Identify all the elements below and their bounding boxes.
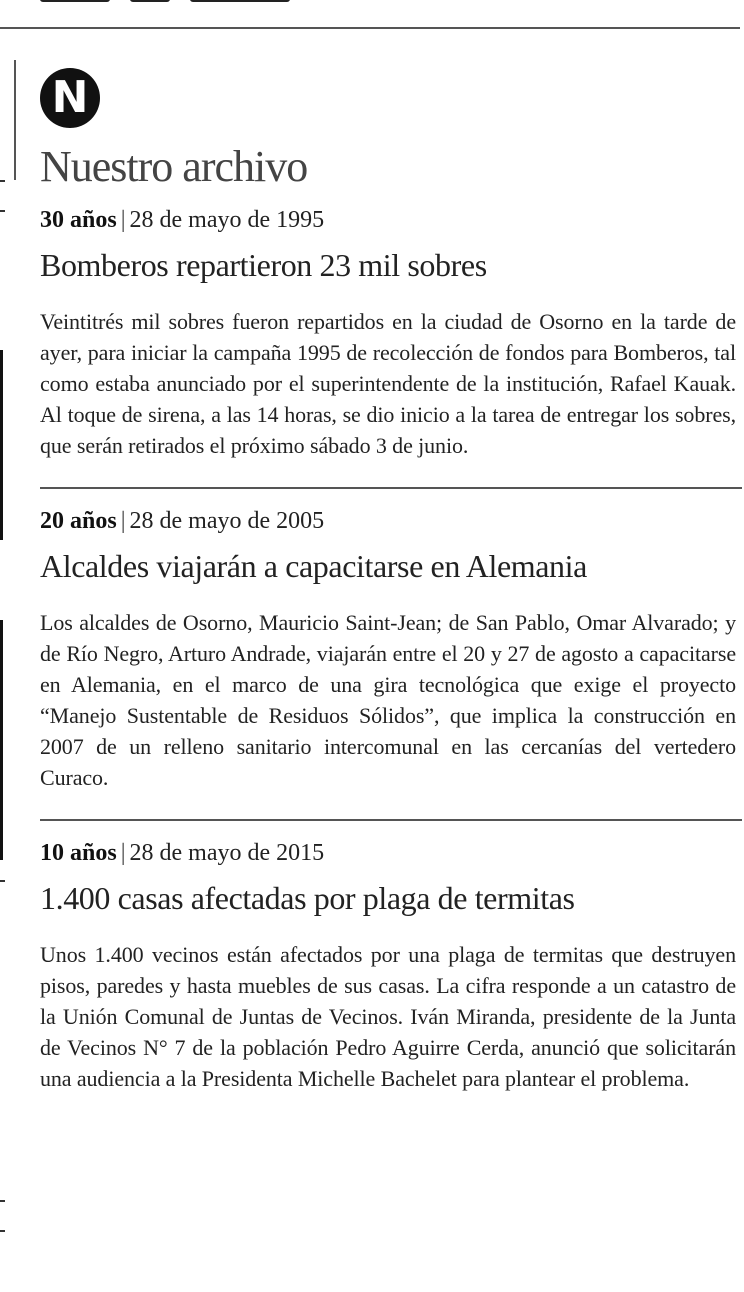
adjacent-column-bar: [0, 620, 3, 860]
item-years: 30 años: [40, 207, 117, 233]
item-headline: 1.400 casas afectadas por plaga de termitas: [40, 880, 575, 916]
column-tick: [0, 180, 5, 182]
item-date: 28 de mayo de 1995: [129, 207, 325, 233]
archive-section: [40, 68, 736, 1094]
item-years: 10 años: [40, 840, 117, 866]
column-divider: [14, 60, 16, 180]
newspaper-logo: N: [40, 68, 100, 128]
column-tick: [0, 210, 5, 212]
column-tick: [0, 1230, 5, 1232]
adjacent-column-edge: [0, 60, 20, 1292]
column-tick: [0, 1200, 5, 1202]
kicker-separator: |: [120, 207, 126, 233]
item-headline: Alcaldes viajarán a capacitarse en Alemania: [40, 548, 587, 584]
item-body: Veintitrés mil sobres fueron repartidos en la ciudad de Osorno en la tarde de ayer, para iniciar la campaña 1995 de recolección de fondos para Bomberos, tal como estaba anunciado por el superintendente de la institución, Rafael Kauak. Al toque de sirena, a las 14 horas, se dio inicio a la tarea de entregar los sobres, que serán retirados el próximo sábado 3 de junio.: [40, 309, 736, 458]
column-tick: [0, 880, 5, 882]
item-body: Los alcaldes de Osorno, Mauricio Saint-Jean; de San Pablo, Omar Alvarado; y de Río Negro, Arturo Andrade, viajarán entre el 20 y 27 de agosto a capacitarse en Alemania, en el marco de una gira tecnológica que exige el proyecto “Manejo Sustentable de Residuos Sólidos”, que implica la construcción en 2007 de un relleno sanitario intercomunal en las cercanías del vertedero Curaco.: [40, 610, 736, 790]
adjacent-column-bar: [0, 350, 3, 540]
item-divider: [40, 819, 742, 821]
item-kicker: [40, 507, 736, 535]
top-divider: [0, 27, 740, 29]
item-years: 20 años: [40, 508, 117, 534]
item-date: 28 de mayo de 2015: [129, 840, 325, 866]
kicker-separator: |: [120, 840, 126, 866]
clipped-header-fragment: [40, 0, 300, 4]
item-kicker: [40, 839, 736, 867]
archive-item: [40, 839, 736, 1094]
item-kicker: [40, 206, 736, 234]
archive-item: [40, 507, 736, 821]
item-body: Unos 1.400 vecinos están afectados por una plaga de termitas que destruyen pisos, paredes y hasta muebles de sus casas. La cifra responde a un catastro de la Unión Comunal de Juntas de Vecinos. Iván Miranda, presidente de la Junta de Vecinos N° 7 de la población Pedro Aguirre Cerda, anunció que solicitarán una audiencia a la Presidenta Michelle Bachelet para plantear el problema.: [40, 942, 736, 1091]
kicker-separator: |: [120, 508, 126, 534]
item-date: 28 de mayo de 2005: [129, 508, 325, 534]
item-headline: Bomberos repartieron 23 mil sobres: [40, 247, 487, 283]
section-title: Nuestro archivo: [40, 142, 308, 191]
archive-item: [40, 206, 736, 489]
item-divider: [40, 487, 742, 489]
